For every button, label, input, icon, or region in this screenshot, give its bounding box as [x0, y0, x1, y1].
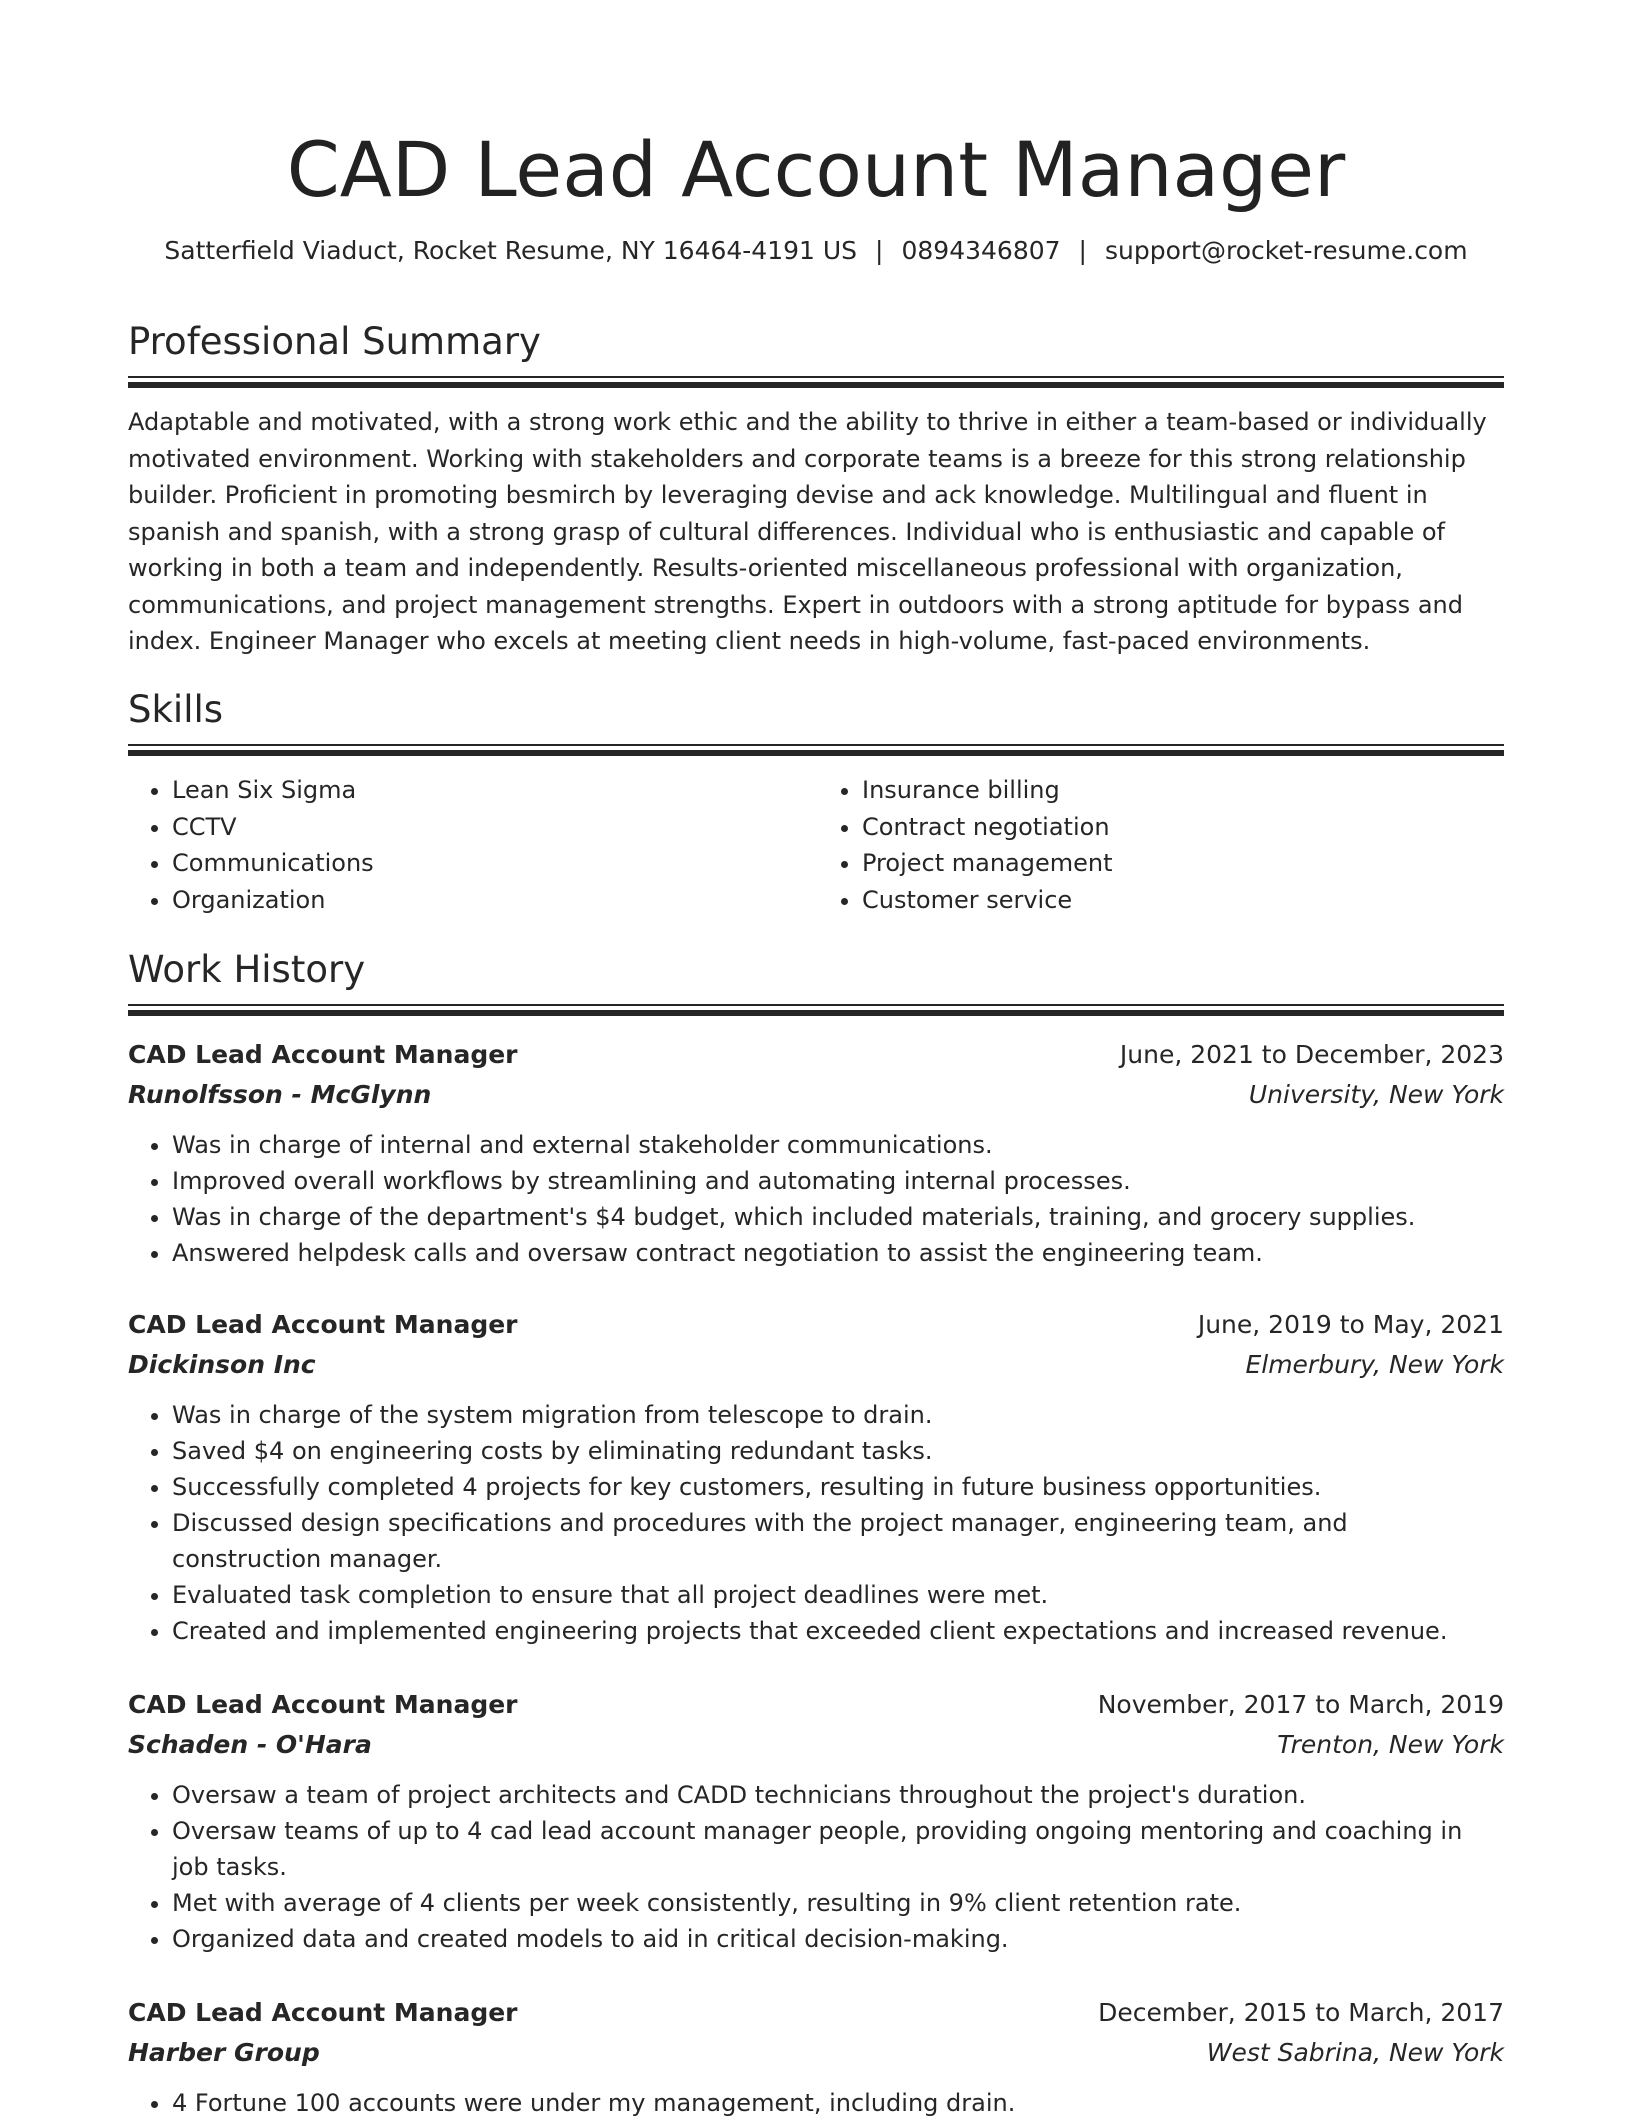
job-bullets [128, 2085, 1504, 2121]
job-title: CAD Lead Account Manager [128, 1690, 518, 1719]
job-title: CAD Lead Account Manager [128, 1310, 518, 1339]
job-location: University, New York [1248, 1080, 1504, 1109]
section-divider [128, 376, 1504, 378]
job-bullet: • Discussed design specifications and procedures with the project manager, engineering team, and construction manager. [172, 1505, 1504, 1577]
job-bullet: • Successfully completed 4 projects for key customers, resulting in future business opportunities. [172, 1469, 1504, 1505]
job-title: CAD Lead Account Manager [128, 1998, 518, 2027]
contact-address: Satterfield Viaduct, Rocket Resume, NY 16464-4191 US [164, 236, 858, 265]
job-bullet: • Oversaw a team of project architects and CADD technicians throughout the project's duration. [172, 1777, 1504, 1813]
job-company: Dickinson Inc [128, 1350, 316, 1379]
job-bullets [128, 1127, 1504, 1271]
job-company: Harber Group [128, 2038, 320, 2067]
contact-line [128, 234, 1504, 268]
summary-text: Adaptable and motivated, with a strong work ethic and the ability to thrive in either a team-based or individually motivated environment. Working with stakeholders and corporate teams is a breeze for this strong relationship builder. Proficient in promoting besmirch by leveraging devise and ack knowledge. Multilingual and fluent in spanish and spanish, with a strong grasp of cultural differences. Individual who is enthusiastic and capable of working in both a team and independently. Results-oriented miscellaneous professional with organization, communications, and project management strengths. Expert in outdoors with a strong aptitude for bypass and index. Engineer Manager who excels at meeting client needs in high-volume, fast-paced environments. [128, 408, 1487, 655]
skill-item: • Lean Six Sigma [172, 772, 812, 809]
skills-heading: Skills [128, 688, 224, 731]
job-bullet: • Organized data and created models to aid in critical decision-making. [172, 1921, 1504, 1957]
skills-column-left [128, 772, 812, 918]
job-entry [128, 1685, 1504, 1957]
job-bullet: • Was in charge of the system migration from telescope to drain. [172, 1397, 1504, 1433]
skill-item: • Project management [862, 845, 1502, 882]
job-bullet: • Improved overall workflows by streamlining and automating internal processes. [172, 1163, 1504, 1199]
job-bullet: • 4 Fortune 100 accounts were under my management, including drain. [172, 2085, 1504, 2121]
skill-item: • CCTV [172, 809, 812, 846]
skill-item: • Organization [172, 882, 812, 919]
job-entry [128, 1305, 1504, 1649]
summary-section [128, 320, 1504, 660]
job-bullet: • Evaluated task completion to ensure that all project deadlines were met. [172, 1577, 1504, 1613]
job-location: Elmerbury, New York [1245, 1350, 1504, 1379]
contact-separator: | [875, 236, 884, 265]
skills-section [128, 688, 1504, 918]
job-bullet: • Oversaw teams of up to 4 cad lead account manager people, providing ongoing mentoring and coaching in job tasks. [172, 1813, 1504, 1885]
work-history-heading: Work History [128, 948, 366, 991]
contact-email: support@rocket-resume.com [1104, 236, 1468, 265]
section-divider [128, 1004, 1504, 1006]
skill-item: • Customer service [862, 882, 1502, 919]
job-dates: June, 2021 to December, 2023 [1119, 1040, 1504, 1069]
job-location: Trenton, New York [1277, 1730, 1504, 1759]
job-bullets [128, 1397, 1504, 1649]
job-dates: November, 2017 to March, 2019 [1097, 1690, 1504, 1719]
skill-item: • Communications [172, 845, 812, 882]
job-bullet: • Answered helpdesk calls and oversaw contract negotiation to assist the engineering team. [172, 1235, 1504, 1271]
job-entry [128, 1035, 1504, 1271]
skill-item: • Insurance billing [862, 772, 1502, 809]
job-dates: June, 2019 to May, 2021 [1197, 1310, 1504, 1339]
resume-page [128, 0, 1504, 2117]
job-entry [128, 1993, 1504, 2121]
skills-list [128, 772, 1504, 918]
job-title: CAD Lead Account Manager [128, 1040, 518, 1069]
job-bullet: • Met with average of 4 clients per week consistently, resulting in 9% client retention rate. [172, 1885, 1504, 1921]
skills-column-right [812, 772, 1502, 918]
section-divider [128, 382, 1504, 388]
candidate-name: CAD Lead Account Manager [286, 125, 1346, 214]
job-bullet: • Saved $4 on engineering costs by eliminating redundant tasks. [172, 1433, 1504, 1469]
job-company: Schaden - O'Hara [128, 1730, 372, 1759]
contact-separator: | [1078, 236, 1087, 265]
skill-item: • Contract negotiation [862, 809, 1502, 846]
section-divider [128, 1010, 1504, 1016]
job-bullet: • Created and implemented engineering projects that exceeded client expectations and increased revenue. [172, 1613, 1504, 1649]
job-dates: December, 2015 to March, 2017 [1098, 1998, 1504, 2027]
job-location: West Sabrina, New York [1206, 2038, 1504, 2067]
job-company: Runolfsson - McGlynn [128, 1080, 432, 1109]
summary-heading: Professional Summary [128, 320, 541, 363]
job-bullet: • Was in charge of internal and external stakeholder communications. [172, 1127, 1504, 1163]
job-bullet: • Was in charge of the department's $4 budget, which included materials, training, and grocery supplies. [172, 1199, 1504, 1235]
job-bullets [128, 1777, 1504, 1957]
section-divider [128, 744, 1504, 746]
section-divider [128, 750, 1504, 756]
contact-phone: 0894346807 [901, 236, 1061, 265]
work-history-section [128, 948, 1504, 1016]
